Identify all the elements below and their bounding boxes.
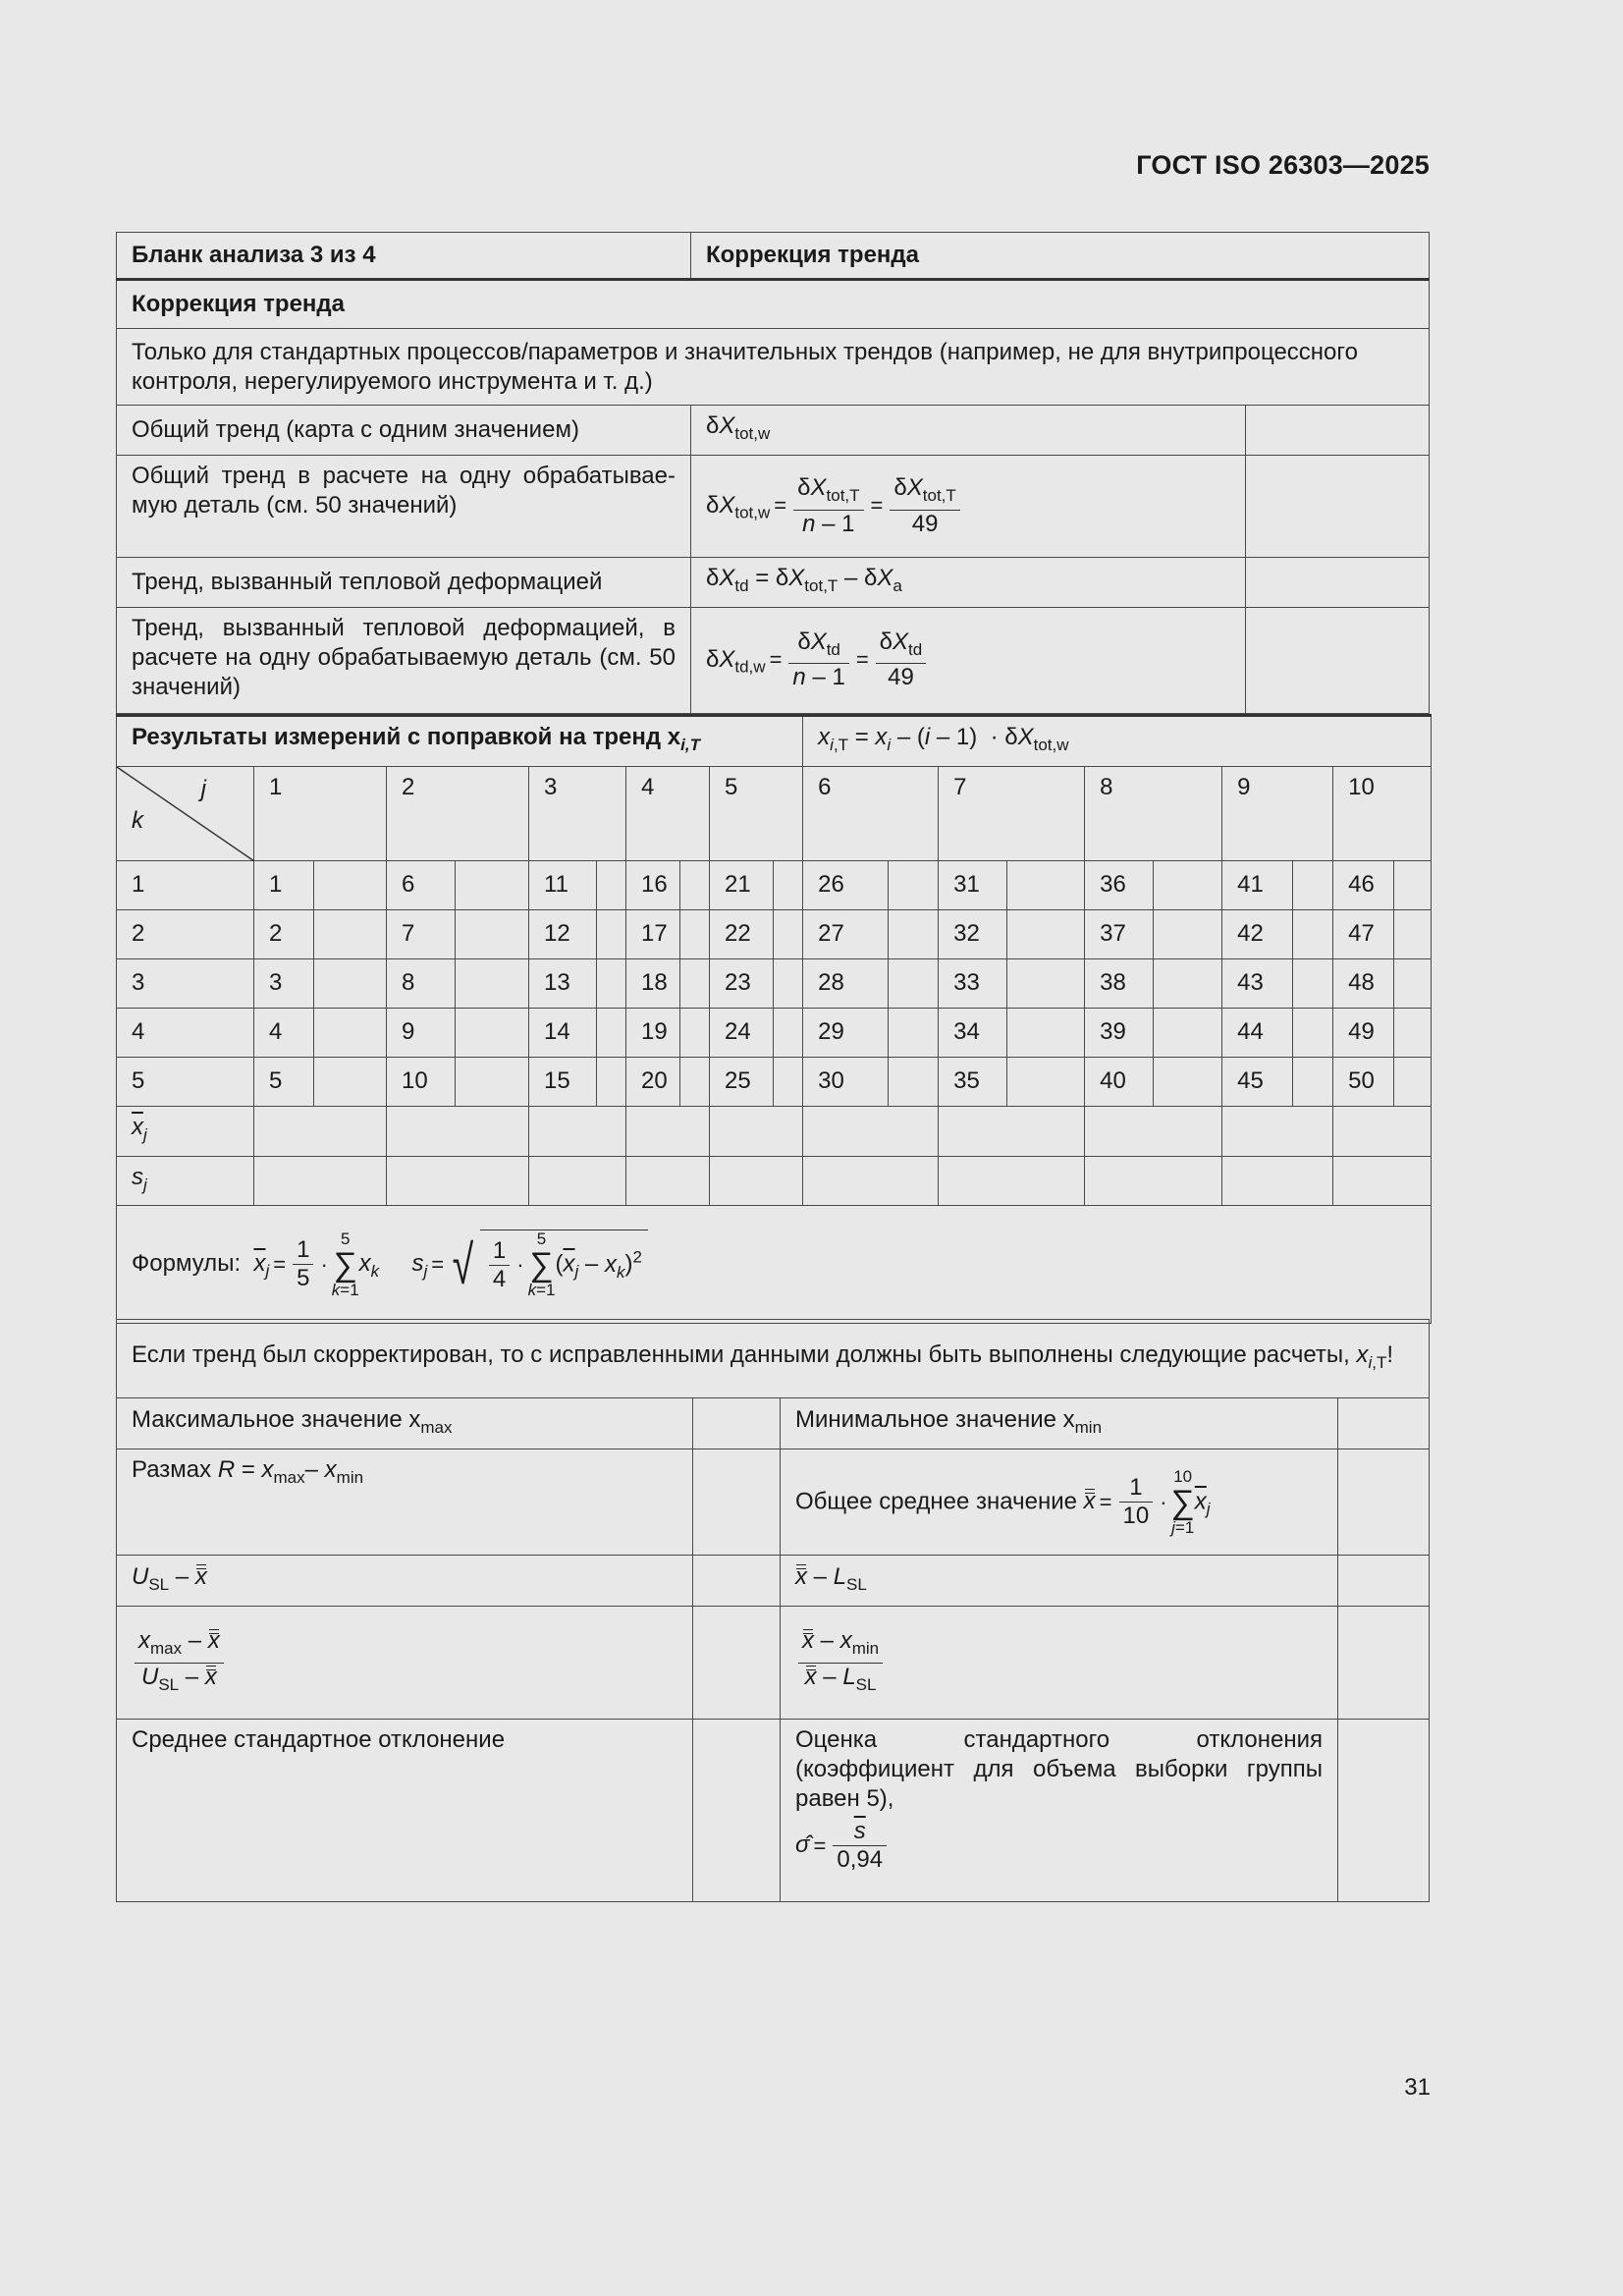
measurement-index: 41 — [1222, 860, 1293, 909]
document-header: ГОСТ ISO 26303—2025 — [1136, 150, 1430, 180]
measurement-index: 30 — [803, 1057, 889, 1106]
measurement-value-cell — [889, 909, 939, 958]
measurement-index: 33 — [939, 958, 1007, 1008]
k-label: k — [132, 806, 143, 834]
std-value-cell — [939, 1156, 1085, 1206]
measurement-value-cell — [1007, 860, 1085, 909]
measurement-index: 44 — [1222, 1008, 1293, 1057]
column-header-j: 8 — [1085, 766, 1222, 860]
upper-ratio-cell — [693, 1607, 781, 1720]
measurement-value-cell — [680, 860, 710, 909]
row-k-label: 2 — [117, 909, 254, 958]
row-trend-per-part-label: Общий тренд в расчете на одну обрабатываемую деталь (см. 50 значений) — [117, 455, 691, 557]
measurement-index: 12 — [529, 909, 597, 958]
measurement-value-cell — [1394, 860, 1432, 909]
measurement-value-cell — [1293, 958, 1333, 1008]
jk-diagonal-header — [117, 766, 254, 860]
form-title-left: Бланк анализа 3 из 4 — [117, 233, 691, 280]
column-header-j: 7 — [939, 766, 1085, 860]
measurement-value-cell — [1154, 1008, 1222, 1057]
mean-value-cell — [939, 1106, 1085, 1156]
measurement-index: 17 — [626, 909, 680, 958]
trend-correction-table — [116, 232, 1430, 714]
range-cell — [693, 1449, 781, 1556]
measurement-index: 28 — [803, 958, 889, 1008]
mean-value-cell — [1222, 1106, 1333, 1156]
measurement-index: 36 — [1085, 860, 1154, 909]
mean-value-cell — [254, 1106, 387, 1156]
measurement-index: 45 — [1222, 1057, 1293, 1106]
mean-value-cell — [1333, 1106, 1432, 1156]
column-header-j: 1 — [254, 766, 387, 860]
measurement-value-cell — [597, 909, 626, 958]
measurement-value-cell — [889, 958, 939, 1008]
corrected-results-table — [116, 714, 1432, 1324]
column-header-j: 5 — [710, 766, 803, 860]
formulas-label: Формулы: — [132, 1250, 242, 1278]
min-value-cell — [1338, 1398, 1430, 1449]
row-thermal-per-part-label: Тренд, вызванный тепловой деформацией, в расчете на одну обрабатываемую деталь (см. 50 значений) — [117, 607, 691, 713]
form-title-right: Коррекция тренда — [691, 233, 1430, 280]
range-label: Размах $R = x_{max}-$ $x_{min}$ — [117, 1449, 693, 1556]
mean-std-cell — [693, 1720, 781, 1902]
std-value-cell — [1085, 1156, 1222, 1206]
column-header-j: 10 — [1333, 766, 1432, 860]
measurement-index: 19 — [626, 1008, 680, 1057]
measurement-index: 22 — [710, 909, 774, 958]
measurement-value-cell — [597, 860, 626, 909]
measurement-value-cell — [597, 958, 626, 1008]
column-header-j: 4 — [626, 766, 710, 860]
measurement-index: 5 — [254, 1057, 314, 1106]
measurement-value-cell — [1293, 1008, 1333, 1057]
measurement-value-cell — [597, 1057, 626, 1106]
measurement-value-cell — [456, 958, 529, 1008]
measurement-index: 29 — [803, 1008, 889, 1057]
std-row-label: $s_j$ — [117, 1156, 254, 1206]
max-value-cell — [693, 1398, 781, 1449]
measurement-index: 7 — [387, 909, 456, 958]
measurement-index: 46 — [1333, 860, 1394, 909]
measurement-index: 6 — [387, 860, 456, 909]
section-title: Коррекция тренда — [117, 280, 1430, 329]
measurement-value-cell — [314, 1008, 387, 1057]
measurement-value-cell — [1154, 1057, 1222, 1106]
row-thermal-trend-label: Тренд, вызванный тепловой деформацией — [117, 557, 691, 607]
mean-std-label: Среднее стандартное отклонение — [117, 1720, 693, 1902]
measurement-index: 37 — [1085, 909, 1154, 958]
j-label: j — [200, 775, 206, 802]
row-thermal-trend-value — [1246, 557, 1430, 607]
page-number: 31 — [1404, 2074, 1431, 2101]
row-trend-per-part-value — [1246, 455, 1430, 557]
mean-value-cell — [1085, 1106, 1222, 1156]
measurement-value-cell — [314, 909, 387, 958]
measurement-index: 32 — [939, 909, 1007, 958]
measurement-index: 8 — [387, 958, 456, 1008]
measurement-value-cell — [1394, 1057, 1432, 1106]
table-row — [117, 909, 1432, 958]
measurement-value-cell — [774, 1057, 803, 1106]
results-formula: $x_{i,T} = x_i - (i - 1) \cdot \delta X_{tot,w}$ — [803, 716, 1432, 767]
mean-minus-lsl-label: x – $L_{SL}$ — [781, 1556, 1338, 1607]
row-total-trend-label: Общий тренд (карта с одним значением) — [117, 406, 691, 456]
mean-value-cell — [626, 1106, 710, 1156]
measurement-value-cell — [1007, 1008, 1085, 1057]
measurement-index: 14 — [529, 1008, 597, 1057]
column-header-j: 3 — [529, 766, 626, 860]
measurement-value-cell — [1293, 1057, 1333, 1106]
measurement-value-cell — [774, 860, 803, 909]
column-header-j: 2 — [387, 766, 529, 860]
measurement-index: 15 — [529, 1057, 597, 1106]
measurement-index: 23 — [710, 958, 774, 1008]
measurement-value-cell — [680, 1057, 710, 1106]
std-value-cell — [1333, 1156, 1432, 1206]
row-thermal-per-part-value — [1246, 607, 1430, 713]
measurement-value-cell — [1154, 909, 1222, 958]
measurement-value-cell — [1394, 958, 1432, 1008]
measurement-index: 3 — [254, 958, 314, 1008]
measurement-value-cell — [314, 1057, 387, 1106]
measurement-index: 11 — [529, 860, 597, 909]
measurement-index: 24 — [710, 1008, 774, 1057]
measurement-value-cell — [314, 860, 387, 909]
statistics-table — [116, 1319, 1430, 1902]
sigma-estimate-label: Оценка стандартного отклонения (коэффициент для объема выборки группы равен 5), σ̂ = $\frac{\overline{s}}{0,94}$ — [781, 1720, 1338, 1902]
corrected-data-note: Если тренд был скорректирован, то с исправленными данными должны быть выполнены следующие расчеты, $x_{i,T}$! — [117, 1320, 1430, 1398]
measurement-value-cell — [1394, 1008, 1432, 1057]
mean-value-cell — [803, 1106, 939, 1156]
table-row — [117, 1008, 1432, 1057]
measurement-index: 49 — [1333, 1008, 1394, 1057]
usl-minus-mean-label: $U_{SL}$ – x — [117, 1556, 693, 1607]
mean-value-cell — [529, 1106, 626, 1156]
std-value-cell — [529, 1156, 626, 1206]
measurement-value-cell — [1293, 860, 1333, 909]
column-header-j: 6 — [803, 766, 939, 860]
measurement-value-cell — [680, 1008, 710, 1057]
measurement-index: 42 — [1222, 909, 1293, 958]
sigma-estimate-cell — [1338, 1720, 1430, 1902]
measurement-value-cell — [1007, 909, 1085, 958]
scope-note: Только для стандартных процессов/параметров и значительных трендов (например, не для внутрипроцессного контроля, нерегулируемого инструмента и т. д.) — [117, 329, 1430, 406]
measurement-value-cell — [774, 909, 803, 958]
measurement-value-cell — [680, 909, 710, 958]
measurement-index: 13 — [529, 958, 597, 1008]
measurement-value-cell — [456, 1008, 529, 1057]
measurement-index: 9 — [387, 1008, 456, 1057]
row-total-trend-value — [1246, 406, 1430, 456]
measurement-value-cell — [889, 860, 939, 909]
measurement-index: 21 — [710, 860, 774, 909]
formulas-cell: Формулы: $\overline{x}_j$ = $\frac{1}{5}$ · 5 ∑ k=1 $x_k$ $s_j$ = √ $\frac{1}{4}$ · 5 ∑ k=1 $(\overline{x}_j - x_k)^2$ — [117, 1206, 1432, 1324]
measurement-index: 50 — [1333, 1057, 1394, 1106]
row-k-label: 1 — [117, 860, 254, 909]
row-trend-per-part-formula: $\delta X_{tot,w}$ = $\frac{\delta X_{tot,T}}{n - 1}$ = $\frac{\delta X_{tot,T}}{49}$ — [691, 455, 1246, 557]
measurement-value-cell — [597, 1008, 626, 1057]
mean-value-cell — [387, 1106, 529, 1156]
table-row — [117, 860, 1432, 909]
grand-mean-label: Общее среднее значение x = $\frac{1}{10}$ · 10 ∑ j=1 $\overline{x}_j$ — [781, 1449, 1338, 1556]
measurement-value-cell — [774, 958, 803, 1008]
std-value-cell — [387, 1156, 529, 1206]
measurement-value-cell — [774, 1008, 803, 1057]
measurement-value-cell — [1154, 958, 1222, 1008]
std-value-cell — [710, 1156, 803, 1206]
column-header-j: 9 — [1222, 766, 1333, 860]
min-value-label: Минимальное значение $x_{min}$ — [781, 1398, 1338, 1449]
upper-ratio-label: $\frac{x_{max} - x}{U_{SL} - x}$ — [117, 1607, 693, 1720]
row-thermal-trend-formula: $\delta X_{td} = \delta X_{tot,T} - \delta X_a$ — [691, 557, 1246, 607]
std-value-cell — [803, 1156, 939, 1206]
row-k-label: 5 — [117, 1057, 254, 1106]
measurement-value-cell — [456, 909, 529, 958]
measurement-value-cell — [889, 1057, 939, 1106]
measurement-index: 2 — [254, 909, 314, 958]
measurement-index: 34 — [939, 1008, 1007, 1057]
measurement-index: 43 — [1222, 958, 1293, 1008]
measurement-index: 20 — [626, 1057, 680, 1106]
measurement-index: 4 — [254, 1008, 314, 1057]
measurement-index: 26 — [803, 860, 889, 909]
measurement-index: 39 — [1085, 1008, 1154, 1057]
mean-row-label: $\overline{x}_j$ — [117, 1106, 254, 1156]
measurement-index: 31 — [939, 860, 1007, 909]
std-value-cell — [626, 1156, 710, 1206]
measurement-value-cell — [680, 958, 710, 1008]
measurement-index: 16 — [626, 860, 680, 909]
measurement-value-cell — [1394, 909, 1432, 958]
row-total-trend-formula: $\delta X_{tot,w}$ — [691, 406, 1246, 456]
measurement-index: 48 — [1333, 958, 1394, 1008]
std-value-cell — [1222, 1156, 1333, 1206]
row-k-label: 4 — [117, 1008, 254, 1057]
lower-ratio-label: $\frac{x - x_{min}}{x - L_{SL}}$ — [781, 1607, 1338, 1720]
measurement-value-cell — [456, 860, 529, 909]
grand-mean-cell — [1338, 1449, 1430, 1556]
measurement-index: 1 — [254, 860, 314, 909]
table-row — [117, 958, 1432, 1008]
results-title: Результаты измерений с поправкой на тренд $x_{i,T}$ — [117, 716, 803, 767]
row-k-label: 3 — [117, 958, 254, 1008]
measurement-value-cell — [456, 1057, 529, 1106]
measurement-index: 47 — [1333, 909, 1394, 958]
usl-minus-mean-cell — [693, 1556, 781, 1607]
measurement-value-cell — [889, 1008, 939, 1057]
measurement-value-cell — [1007, 958, 1085, 1008]
mean-minus-lsl-cell — [1338, 1556, 1430, 1607]
measurement-index: 35 — [939, 1057, 1007, 1106]
measurement-index: 10 — [387, 1057, 456, 1106]
measurement-value-cell — [1007, 1057, 1085, 1106]
measurement-index: 18 — [626, 958, 680, 1008]
measurement-index: 38 — [1085, 958, 1154, 1008]
measurement-index: 40 — [1085, 1057, 1154, 1106]
measurement-index: 27 — [803, 909, 889, 958]
max-value-label: Максимальное значение $x_{max}$ — [117, 1398, 693, 1449]
table-row — [117, 1057, 1432, 1106]
mean-value-cell — [710, 1106, 803, 1156]
row-thermal-per-part-formula: $\delta X_{td,w}$ = $\frac{\delta X_{td}}{n - 1}$ = $\frac{\delta X_{td}}{49}$ — [691, 607, 1246, 713]
lower-ratio-cell — [1338, 1607, 1430, 1720]
std-value-cell — [254, 1156, 387, 1206]
measurement-index: 25 — [710, 1057, 774, 1106]
measurement-value-cell — [314, 958, 387, 1008]
measurement-value-cell — [1154, 860, 1222, 909]
measurement-value-cell — [1293, 909, 1333, 958]
